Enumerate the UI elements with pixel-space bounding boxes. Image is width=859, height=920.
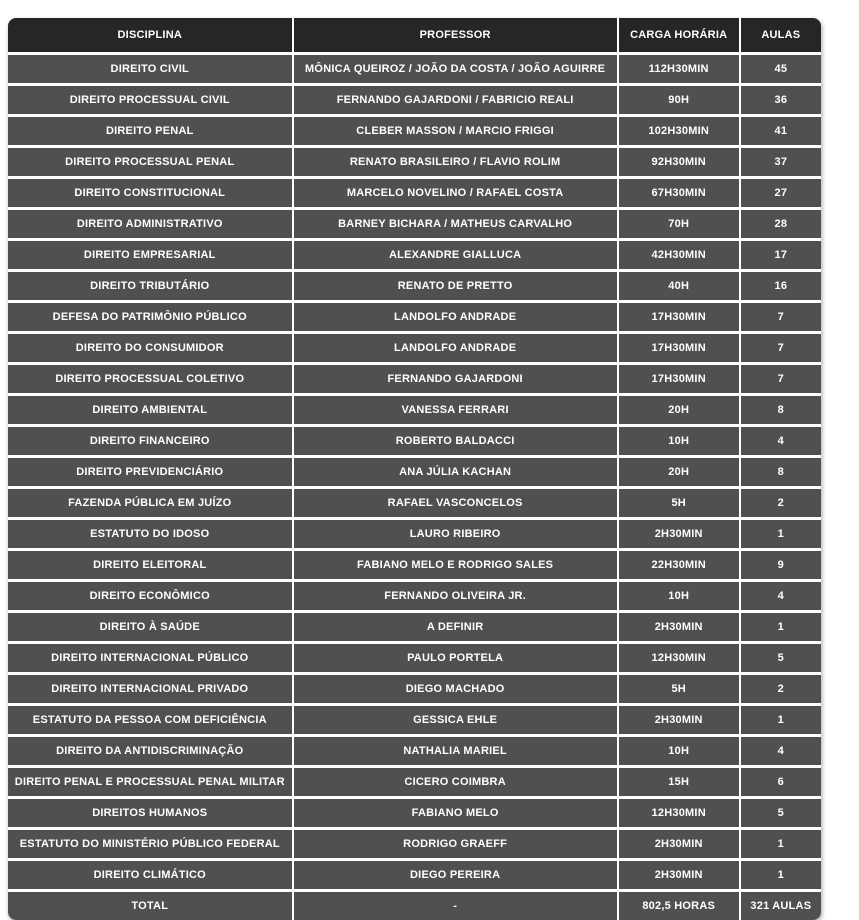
disciplina-cell: DIREITO FINANCEIRO [8, 426, 293, 457]
total-row [8, 891, 821, 920]
professor-cell: PAULO PORTELA [293, 643, 618, 674]
table-row [8, 488, 821, 519]
aulas-cell: 2 [740, 674, 821, 705]
disciplina-cell: DIREITO À SAÚDE [8, 612, 293, 643]
carga-horaria-cell: 5H [618, 674, 740, 705]
header-row [8, 18, 821, 54]
table-row [8, 767, 821, 798]
table-row [8, 395, 821, 426]
table-row [8, 364, 821, 395]
carga-horaria-cell: 2H30MIN [618, 519, 740, 550]
professor-cell: LANDOLFO ANDRADE [293, 302, 618, 333]
header-aulas: AULAS [740, 18, 821, 54]
disciplina-cell: DIREITO DA ANTIDISCRIMINAÇÃO [8, 736, 293, 767]
aulas-cell: 1 [740, 829, 821, 860]
disciplina-cell: DIREITO ELEITORAL [8, 550, 293, 581]
aulas-cell: 6 [740, 767, 821, 798]
schedule-table [8, 18, 821, 920]
professor-cell: FERNANDO GAJARDONI / FABRICIO REALI [293, 85, 618, 116]
professor-cell: RODRIGO GRAEFF [293, 829, 618, 860]
aulas-cell: 5 [740, 798, 821, 829]
professor-cell: LANDOLFO ANDRADE [293, 333, 618, 364]
aulas-cell: 4 [740, 426, 821, 457]
disciplina-cell: DIREITO AMBIENTAL [8, 395, 293, 426]
aulas-cell: 5 [740, 643, 821, 674]
disciplina-cell: ESTATUTO DO IDOSO [8, 519, 293, 550]
disciplina-cell: ESTATUTO DA PESSOA COM DEFICIÊNCIA [8, 705, 293, 736]
disciplina-cell: DIREITOS HUMANOS [8, 798, 293, 829]
carga-horaria-cell: 102H30MIN [618, 116, 740, 147]
professor-cell: ALEXANDRE GIALLUCA [293, 240, 618, 271]
disciplina-cell: DIREITO INTERNACIONAL PRIVADO [8, 674, 293, 705]
total-aulas-cell: 321 AULAS [740, 891, 821, 920]
table-row [8, 209, 821, 240]
professor-cell: FERNANDO OLIVEIRA JR. [293, 581, 618, 612]
carga-horaria-cell: 112H30MIN [618, 54, 740, 85]
professor-cell: ANA JÚLIA KACHAN [293, 457, 618, 488]
aulas-cell: 36 [740, 85, 821, 116]
table-row [8, 240, 821, 271]
aulas-cell: 2 [740, 488, 821, 519]
carga-horaria-cell: 20H [618, 457, 740, 488]
professor-cell: DIEGO MACHADO [293, 674, 618, 705]
table-row [8, 829, 821, 860]
table-row [8, 550, 821, 581]
table-row [8, 674, 821, 705]
aulas-cell: 1 [740, 860, 821, 891]
disciplina-cell: DIREITO CLIMÁTICO [8, 860, 293, 891]
table-row [8, 581, 821, 612]
header-carga-horaria: CARGA HORÁRIA [618, 18, 740, 54]
professor-cell: MARCELO NOVELINO / RAFAEL COSTA [293, 178, 618, 209]
table-row [8, 643, 821, 674]
disciplina-cell: DIREITO EMPRESARIAL [8, 240, 293, 271]
carga-horaria-cell: 20H [618, 395, 740, 426]
aulas-cell: 17 [740, 240, 821, 271]
professor-cell: RENATO DE PRETTO [293, 271, 618, 302]
carga-horaria-cell: 70H [618, 209, 740, 240]
carga-horaria-cell: 17H30MIN [618, 364, 740, 395]
aulas-cell: 1 [740, 519, 821, 550]
aulas-cell: 28 [740, 209, 821, 240]
aulas-cell: 8 [740, 395, 821, 426]
disciplina-cell: DIREITO PREVIDENCIÁRIO [8, 457, 293, 488]
table-row [8, 798, 821, 829]
carga-horaria-cell: 67H30MIN [618, 178, 740, 209]
professor-cell: GESSICA EHLE [293, 705, 618, 736]
disciplina-cell: DEFESA DO PATRIMÔNIO PÚBLICO [8, 302, 293, 333]
disciplina-cell: DIREITO DO CONSUMIDOR [8, 333, 293, 364]
disciplina-cell: DIREITO PENAL [8, 116, 293, 147]
professor-cell: CICERO COIMBRA [293, 767, 618, 798]
disciplina-cell: ESTATUTO DO MINISTÉRIO PÚBLICO FEDERAL [8, 829, 293, 860]
professor-cell: BARNEY BICHARA / MATHEUS CARVALHO [293, 209, 618, 240]
aulas-cell: 7 [740, 333, 821, 364]
disciplina-cell: DIREITO PROCESSUAL CIVIL [8, 85, 293, 116]
table-row [8, 271, 821, 302]
disciplina-cell: FAZENDA PÚBLICA EM JUÍZO [8, 488, 293, 519]
professor-cell: LAURO RIBEIRO [293, 519, 618, 550]
total-professor-cell: - [293, 891, 618, 920]
aulas-cell: 16 [740, 271, 821, 302]
table-row [8, 85, 821, 116]
total-carga-cell: 802,5 HORAS [618, 891, 740, 920]
aulas-cell: 4 [740, 736, 821, 767]
table-row [8, 705, 821, 736]
carga-horaria-cell: 10H [618, 736, 740, 767]
table-row [8, 54, 821, 85]
table-header [8, 18, 821, 54]
header-disciplina: DISCIPLINA [8, 18, 293, 54]
header-professor: PROFESSOR [293, 18, 618, 54]
aulas-cell: 4 [740, 581, 821, 612]
professor-cell: MÔNICA QUEIROZ / JOÃO DA COSTA / JOÃO AGUIRRE [293, 54, 618, 85]
professor-cell: RENATO BRASILEIRO / FLAVIO ROLIM [293, 147, 618, 178]
carga-horaria-cell: 17H30MIN [618, 302, 740, 333]
disciplina-cell: DIREITO INTERNACIONAL PÚBLICO [8, 643, 293, 674]
professor-cell: FERNANDO GAJARDONI [293, 364, 618, 395]
carga-horaria-cell: 10H [618, 581, 740, 612]
carga-horaria-cell: 40H [618, 271, 740, 302]
carga-horaria-cell: 17H30MIN [618, 333, 740, 364]
carga-horaria-cell: 2H30MIN [618, 860, 740, 891]
aulas-cell: 1 [740, 705, 821, 736]
carga-horaria-cell: 15H [618, 767, 740, 798]
carga-horaria-cell: 2H30MIN [618, 829, 740, 860]
course-schedule-table [8, 18, 821, 920]
table-row [8, 178, 821, 209]
carga-horaria-cell: 2H30MIN [618, 612, 740, 643]
carga-horaria-cell: 90H [618, 85, 740, 116]
professor-cell: FABIANO MELO [293, 798, 618, 829]
professor-cell: A DEFINIR [293, 612, 618, 643]
carga-horaria-cell: 5H [618, 488, 740, 519]
aulas-cell: 41 [740, 116, 821, 147]
professor-cell: NATHALIA MARIEL [293, 736, 618, 767]
carga-horaria-cell: 92H30MIN [618, 147, 740, 178]
aulas-cell: 8 [740, 457, 821, 488]
table-body [8, 54, 821, 891]
table-row [8, 736, 821, 767]
aulas-cell: 9 [740, 550, 821, 581]
professor-cell: CLEBER MASSON / MARCIO FRIGGI [293, 116, 618, 147]
table-row [8, 302, 821, 333]
carga-horaria-cell: 12H30MIN [618, 798, 740, 829]
professor-cell: DIEGO PEREIRA [293, 860, 618, 891]
disciplina-cell: DIREITO ECONÔMICO [8, 581, 293, 612]
aulas-cell: 45 [740, 54, 821, 85]
table-row [8, 426, 821, 457]
disciplina-cell: DIREITO CIVIL [8, 54, 293, 85]
table-row [8, 116, 821, 147]
professor-cell: RAFAEL VASCONCELOS [293, 488, 618, 519]
table-row [8, 457, 821, 488]
disciplina-cell: DIREITO TRIBUTÁRIO [8, 271, 293, 302]
aulas-cell: 7 [740, 364, 821, 395]
aulas-cell: 7 [740, 302, 821, 333]
table-row [8, 612, 821, 643]
disciplina-cell: DIREITO ADMINISTRATIVO [8, 209, 293, 240]
disciplina-cell: DIREITO PROCESSUAL PENAL [8, 147, 293, 178]
disciplina-cell: DIREITO CONSTITUCIONAL [8, 178, 293, 209]
table-row [8, 519, 821, 550]
aulas-cell: 1 [740, 612, 821, 643]
professor-cell: ROBERTO BALDACCI [293, 426, 618, 457]
carga-horaria-cell: 12H30MIN [618, 643, 740, 674]
table-row [8, 147, 821, 178]
table-row [8, 333, 821, 364]
carga-horaria-cell: 22H30MIN [618, 550, 740, 581]
disciplina-cell: DIREITO PROCESSUAL COLETIVO [8, 364, 293, 395]
table-row [8, 860, 821, 891]
professor-cell: VANESSA FERRARI [293, 395, 618, 426]
carga-horaria-cell: 10H [618, 426, 740, 457]
carga-horaria-cell: 2H30MIN [618, 705, 740, 736]
table-footer [8, 891, 821, 920]
aulas-cell: 27 [740, 178, 821, 209]
carga-horaria-cell: 42H30MIN [618, 240, 740, 271]
aulas-cell: 37 [740, 147, 821, 178]
disciplina-cell: DIREITO PENAL E PROCESSUAL PENAL MILITAR [8, 767, 293, 798]
professor-cell: FABIANO MELO E RODRIGO SALES [293, 550, 618, 581]
total-label-cell: TOTAL [8, 891, 293, 920]
